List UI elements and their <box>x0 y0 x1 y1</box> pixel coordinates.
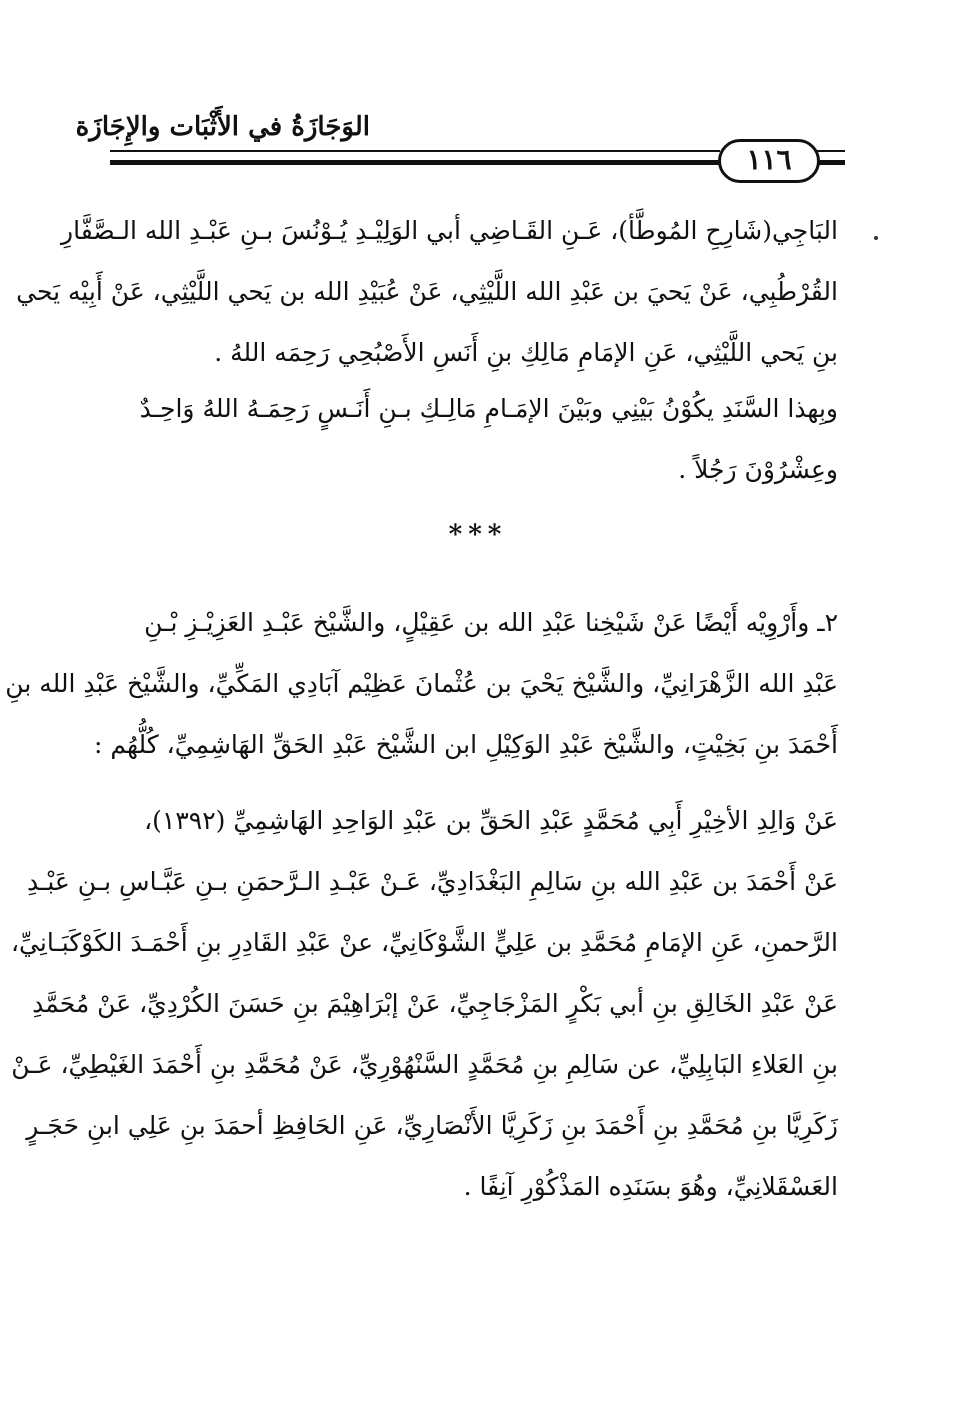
text-line: أَحْمَدَ بنِ بَخِيْتٍ، والشَّيْخ عَبْدِ الوَكِيْلِ ابن الشَّيْخ عَبْدِ الحَقِّ الهَاشِمِيِّ، كُلُّهُم : <box>93 730 838 759</box>
section-separator: *** <box>448 520 508 550</box>
text-line: زَكَرِيَّا بنِ مُحَمَّدِ بنِ أَحْمَدَ بنِ زَكَرِيَّا الأَنْصَارِيِّ، عَنِ الحَافِظِ أحمَدَ بنِ عَلِي ابنِ حَجَـرٍ <box>26 1111 838 1140</box>
margin-speck <box>874 236 878 240</box>
paragraph-4 <box>10 790 838 1217</box>
text-line: وبِهذا السَّنَدِ يكُوْنُ بَيْنِي وبَيْنَ الإمَـامِ مَالِـكِ بـنِ أَنَـسٍ رَحِمَـهُ اللهُ وَاحِـدٌ <box>139 394 838 423</box>
page-number-badge: ١١٦ <box>718 139 820 183</box>
paragraph-2 <box>118 378 838 500</box>
text-line: الرَّحمنِ، عَنِ الإمَامِ مُحَمَّدِ بن عَلِيٍّ الشَّوْكَانِيِّ، عنْ عَبْدِ القَادِرِ بنِ أَحْمَـدَ الكَوْكَبَـانِيِّ، <box>10 928 838 957</box>
text-line: وعِشْرُوْنَ رَجُلاً . <box>678 455 838 484</box>
text-line: عَنْ عَبْدِ الخَالِقِ بنِ أبي بَكْرٍ المَزْجَاجِيِّ، عَنْ إبْرَاهِيْمَ بنِ حَسَنَ الكُرْدِيِّ، عَنْ مُحَمَّدِ <box>32 989 838 1018</box>
text-line: عَنْ وَالِدِ الأخِيْرِ أَبِي مُحَمَّدٍ عَبْدِ الحَقِّ بن عَبْدِ الوَاحِدِ الهَاشِمِيِّ (١٣٩٢)، <box>144 806 838 835</box>
paragraph-1 <box>16 200 838 383</box>
header-rule-thick-right <box>817 160 845 165</box>
text-line: العَسْقَلانِيِّ، وهُوَ بسَنَدِه المَذْكُوْرِ آنِفًا . <box>463 1172 838 1201</box>
paragraph-3 <box>5 592 838 775</box>
text-line: القُرْطُبِي، عَنْ يَحيَ بن عَبْدِ الله اللَّيْثِي، عَنْ عُبَيْدِ الله بن يَحي اللَّيْثِي، عَنْ أَبِيْه يَحي <box>16 277 838 306</box>
text-line: عَنْ أَحْمَدَ بن عَبْدِ الله بنِ سَالِمِ البَغْدَادِيِّ، عَـنْ عَبْـدِ الـرَّحمَنِ بـنِ عَبَّـاسِ بـنِ عَبْـدِ <box>26 867 838 896</box>
page-header <box>75 112 845 192</box>
header-rule-thin-right <box>817 150 845 152</box>
text-line: البَاجِي(شَارِحِ المُوطَّأ)، عَـنِ القَـاضِي أبي الوَلِيْـدِ يُـوْنُسَ بـنِ عَبْـدِ الله الـصَّفَّارِ <box>61 216 838 245</box>
running-title: الوَجَازَةُ في الأَثْبَات والإِجَازَة <box>75 112 370 142</box>
text-line: ٢ـ وأَرْوِيْه أَيْضًا عَنْ شَيْخِنا عَبْدِ الله بن عَقِيْلٍ، والشَّيْخ عَبْـدِ العَزِيْـزِ بْـنِ <box>144 608 838 637</box>
header-rule-thin <box>110 150 720 152</box>
text-line: عَبْدِ الله الزَّهْرَانِيِّ، والشَّيْخ يَحْيَ بن عُثْمانَ عَظِيْم آبَادِي المَكِّيِّ، والشَّيْخ عَبْدِ الله بنِ <box>5 669 838 698</box>
header-rule-thick <box>110 160 720 165</box>
text-line: بنِ العَلاءِ البَابِلِيِّ، عن سَالِمِ بنِ مُحَمَّدٍ السَّنْهُوْرِيِّ، عَنْ مُحَمَّدِ بنِ أَحْمَدَ الغَيْطِيِّ، عَـنْ <box>11 1050 838 1079</box>
text-line: بنِ يَحي اللَّيْثِي، عَنِ الإمَامِ مَالِكِ بنِ أَنَسِ الأَصْبُحِي رَحِمَه اللهُ . <box>214 338 838 367</box>
